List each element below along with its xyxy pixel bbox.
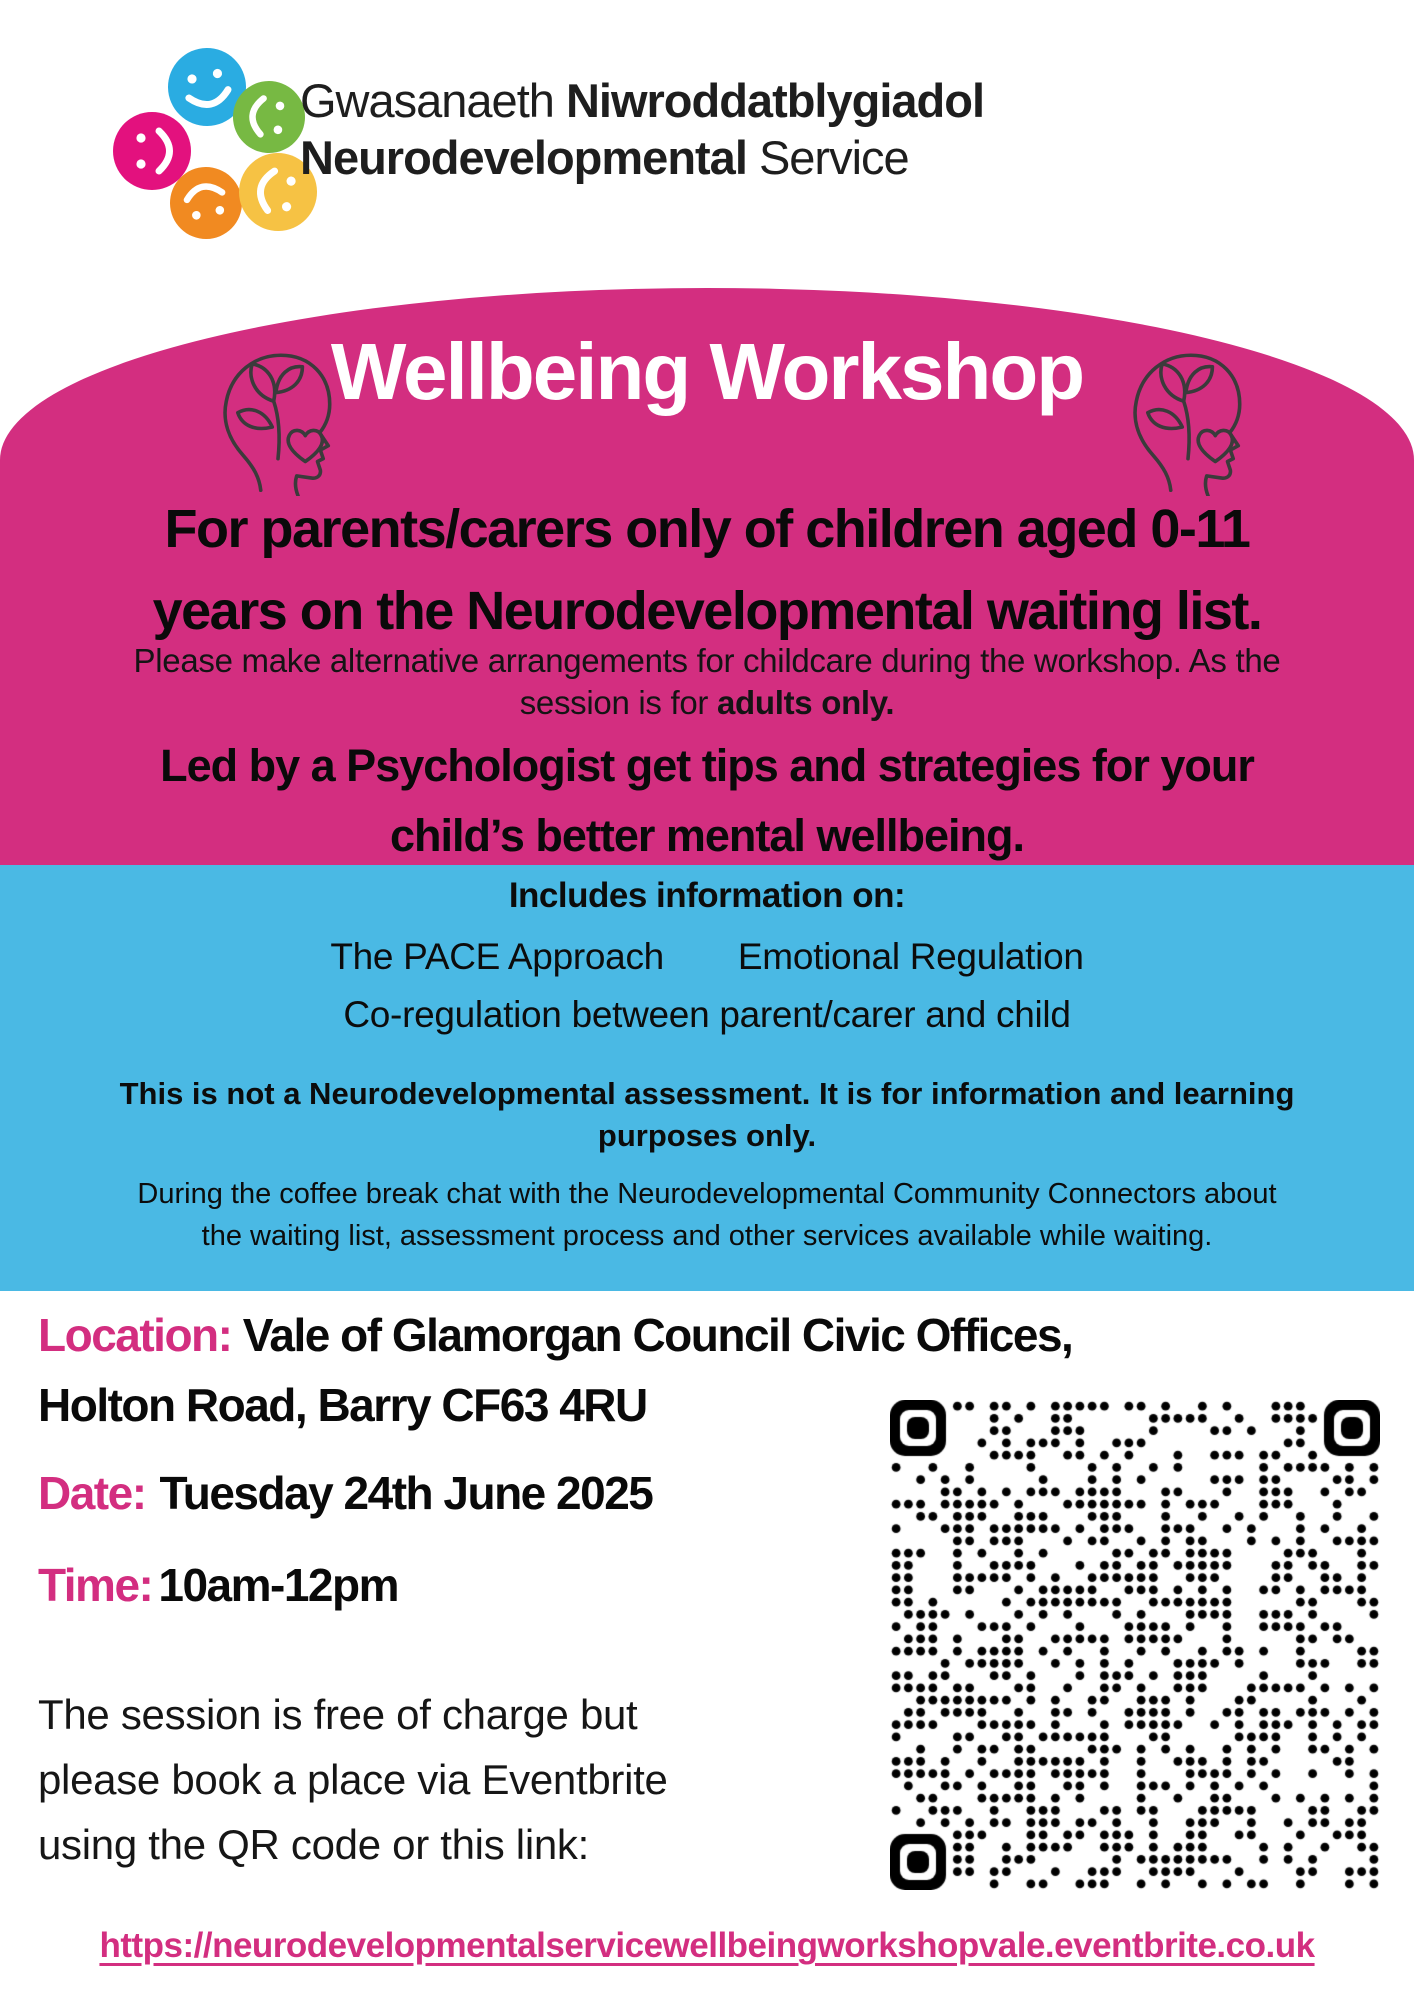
time-value: 10am-12pm xyxy=(158,1559,398,1611)
qr-code xyxy=(890,1400,1380,1890)
eventbrite-link[interactable]: https://neurodevelopmentalservicewellbeingworkshopvale.eventbrite.co.uk xyxy=(99,1926,1315,1965)
wordmark-english-regular: Service xyxy=(746,131,909,184)
psychologist-line2: child’s better mental wellbeing. xyxy=(390,810,1024,861)
page-title: Wellbeing Workshop xyxy=(330,327,1084,416)
childcare-note-line2 xyxy=(0,684,1414,722)
topic-pace: The PACE Approach xyxy=(330,936,664,977)
time-label: Time: xyxy=(38,1559,153,1611)
topics-line xyxy=(0,936,1414,978)
includes-heading: Includes information on: xyxy=(508,876,906,915)
location-value-line1: Vale of Glamorgan Council Civic Offices, xyxy=(231,1309,1073,1361)
wordmark-english-bold: Neurodevelopmental xyxy=(300,131,747,184)
service-wordmark xyxy=(300,72,984,186)
topic-emotional-regulation: Emotional Regulation xyxy=(737,936,1084,977)
coffee-break-line2: the waiting list, assessment process and other services available while waiting. xyxy=(201,1220,1213,1252)
date-line xyxy=(38,1466,652,1520)
booking-line3: using the QR code or this link: xyxy=(38,1821,589,1868)
booking-line1: The session is free of charge but xyxy=(38,1691,638,1738)
disclaimer-line2: purposes only. xyxy=(597,1118,817,1153)
wordmark-welsh xyxy=(300,72,984,129)
location-line2: Holton Road, Barry CF63 4RU xyxy=(38,1379,647,1431)
time-line xyxy=(38,1558,398,1612)
childcare-note-line1: Please make alternative arrangements for childcare during the workshop. As the xyxy=(133,642,1281,679)
coffee-break-line1: During the coffee break chat with the Neurodevelopmental Community Connectors about xyxy=(137,1178,1277,1210)
location-label: Location: xyxy=(38,1309,232,1361)
wordmark-welsh-regular: Gwasanaeth xyxy=(300,74,566,127)
date-label: Date: xyxy=(38,1467,146,1519)
wordmark-english xyxy=(300,129,984,186)
audience-heading-line1: For parents/carers only of children aged 0-11 xyxy=(164,499,1250,559)
booking-text xyxy=(38,1682,668,1877)
smiley-pink xyxy=(113,112,191,190)
smiley-faces-logo xyxy=(95,40,325,240)
date-value: Tuesday 24th June 2025 xyxy=(159,1467,653,1519)
wordmark-welsh-bold: Niwroddatblygiadol xyxy=(565,74,985,127)
psychologist-line1: Led by a Psychologist get tips and strategies for your xyxy=(160,740,1254,791)
disclaimer-line1: This is not a Neurodevelopmental assessment. It is for information and learning xyxy=(119,1076,1295,1111)
childcare-note-bold: adults only. xyxy=(716,684,895,721)
location-line1 xyxy=(38,1308,1072,1362)
booking-line2: please book a place via Eventbrite xyxy=(38,1756,668,1803)
audience-heading-line2: years on the Neurodevelopmental waiting list. xyxy=(152,581,1262,641)
childcare-note-regular: session is for xyxy=(519,684,717,721)
topic-co-regulation: Co-regulation between parent/carer and child xyxy=(343,994,1071,1035)
eventbrite-link-line xyxy=(0,1926,1414,1966)
